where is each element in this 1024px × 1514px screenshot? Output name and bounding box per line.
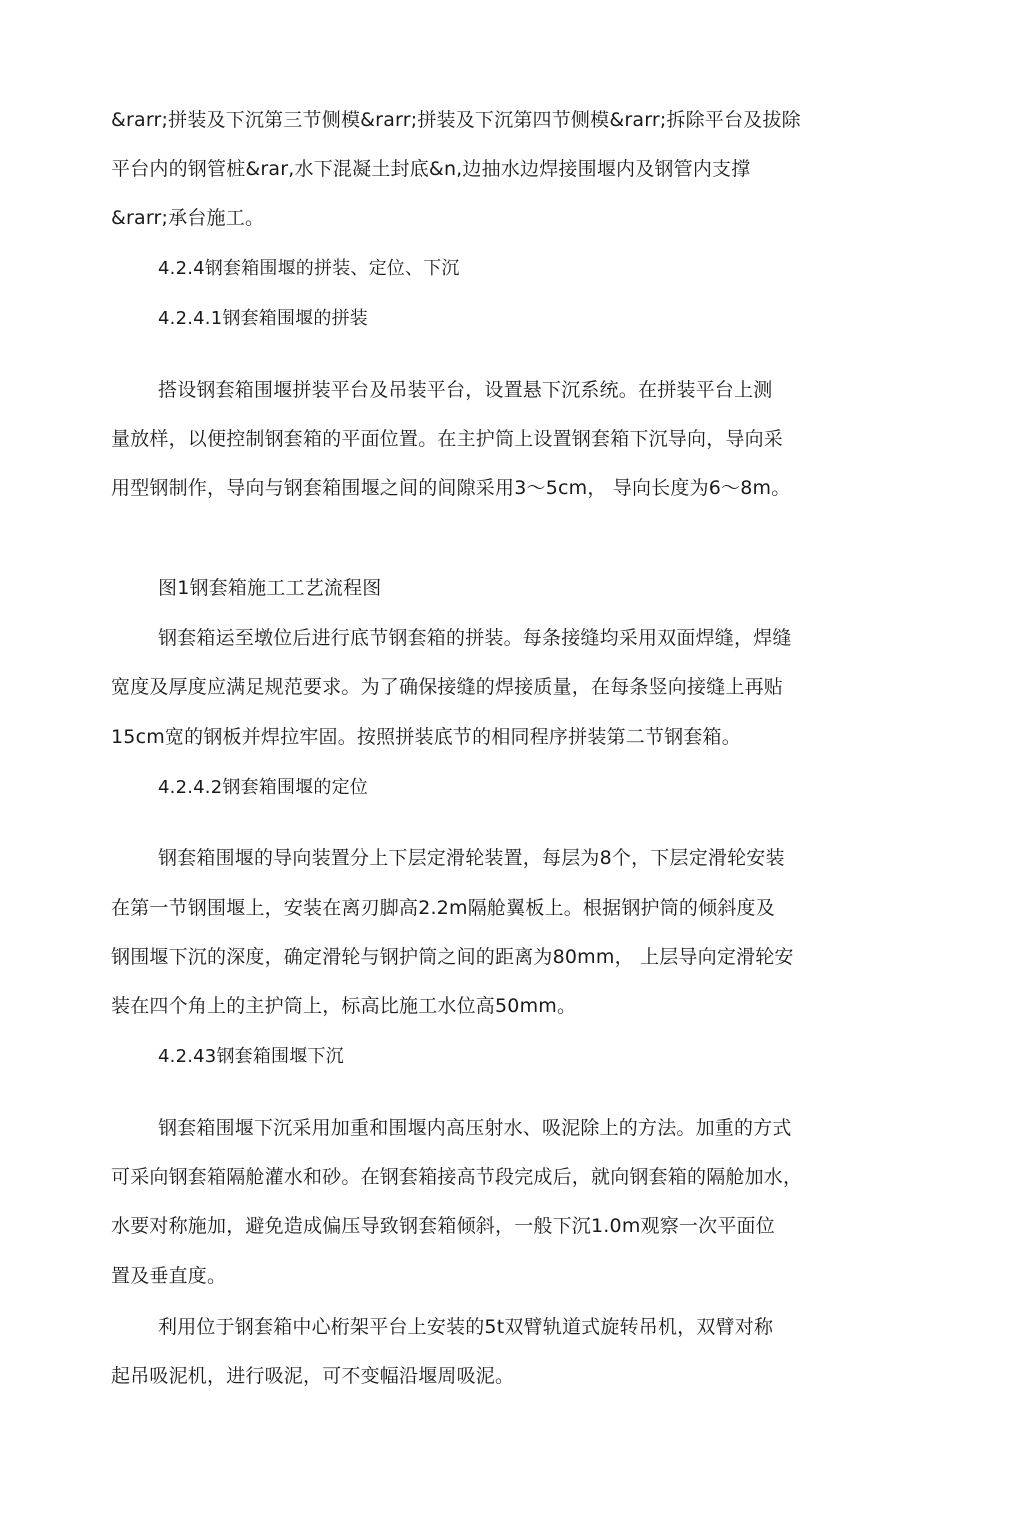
paragraph-1-line-1: 搭设钢套箱围堰拼装平台及吊装平台，设置悬下沉系统。在拼装平台上测 [158, 379, 773, 401]
intro-line-3: &rarr;承台施工。 [111, 207, 265, 229]
paragraph-5-line-1: 利用位于钢套箱中心桁架平台上安装的5t双臂轨道式旋转吊机，双臂对称 [158, 1316, 774, 1338]
paragraph-2-line-1: 钢套箱运至墩位后进行底节钢套箱的拼装。每条接缝均采用双面焊缝，焊缝 [158, 627, 792, 649]
paragraph-1-line-2: 量放样，以便控制钢套箱的平面位置。在主护筒上设置钢套箱下沉导向，导向采 [111, 428, 784, 450]
paragraph-4-line-3: 水要对称施加，避免造成偏压导致钢套箱倾斜，一般下沉1.0m观察一次平面位 [111, 1215, 775, 1237]
paragraph-3-line-2: 在第一节钢围堰上，安装在离刃脚高2.2m隔舱翼板上。根据钢护筒的倾斜度及 [111, 897, 775, 919]
paragraph-2-line-3: 15cm宽的钢板并焊拉牢固。按照拼装底节的相同程序拼装第二节钢套箱。 [111, 726, 741, 748]
paragraph-3-line-4: 装在四个角上的主护筒上，标高比施工水位高50mm。 [111, 995, 577, 1017]
figure-caption: 图1钢套箱施工工艺流程图 [158, 577, 382, 599]
paragraph-1-line-3: 用型钢制作，导向与钢套箱围堰之间的间隙采用3～5cm， 导向长度为6～8m。 [111, 477, 791, 499]
paragraph-4-line-4: 置及垂直度。 [111, 1265, 227, 1287]
section-heading-4-2-4-3: 4.2.43钢套箱围堰下沉 [158, 1046, 344, 1067]
section-heading-4-2-4: 4.2.4钢套箱围堰的拼装、定位、下沉 [158, 258, 460, 279]
paragraph-4-line-2: 可采向钢套箱隔舱灌水和砂。在钢套箱接高节段完成后，就向钢套箱的隔舱加水， [111, 1166, 803, 1188]
paragraph-5-line-2: 起吊吸泥机，进行吸泥，可不变幅沿堰周吸泥。 [111, 1365, 515, 1387]
paragraph-4-line-1: 钢套箱围堰下沉采用加重和围堰内高压射水、吸泥除上的方法。加重的方式 [158, 1117, 792, 1139]
intro-line-1: &rarr;拼装及下沉第三节侧模&rarr;拼装及下沉第四节侧模&rarr;拆除平台及拔除 [111, 109, 801, 131]
section-heading-4-2-4-2: 4.2.4.2钢套箱围堰的定位 [158, 777, 368, 798]
paragraph-3-line-1: 钢套箱围堰的导向装置分上下层定滑轮装置，每层为8个，下层定滑轮安装 [158, 847, 785, 869]
intro-line-2: 平台内的钢管桩&rar,水下混凝土封底&n,边抽水边焊接围堰内及钢管内支撑 [111, 158, 751, 180]
section-heading-4-2-4-1: 4.2.4.1钢套箱围堰的拼装 [158, 308, 368, 329]
paragraph-2-line-2: 宽度及厚度应满足规范要求。为了确保接缝的焊接质量，在每条竖向接缝上再贴 [111, 676, 784, 698]
paragraph-3-line-3: 钢围堰下沉的深度，确定滑轮与钢护筒之间的距离为80mm， 上层导向定滑轮安 [111, 946, 794, 968]
